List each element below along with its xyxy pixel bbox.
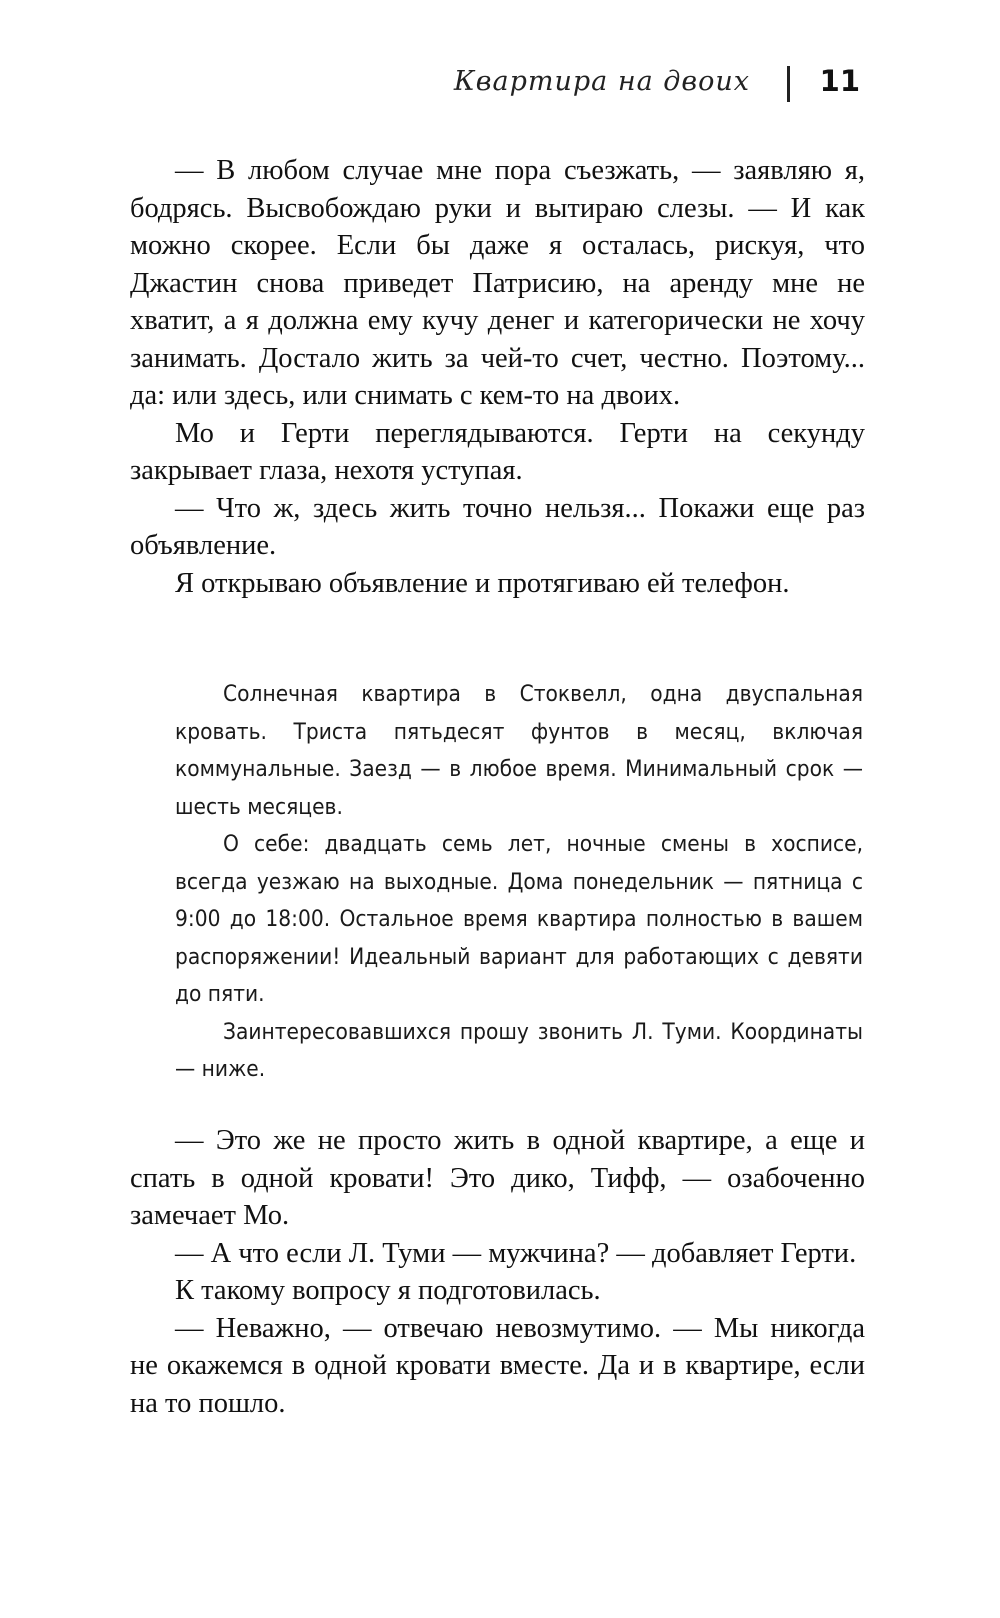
paragraph: Мо и Герти переглядываются. Герти на секунду закрывает глаза, нехотя уступая. [130, 417, 865, 486]
paragraph: — Неважно, — отвечаю невозмутимо. — Мы никогда не окажемся в одной кровати вместе. Да и в квартире, если на то пошло. [130, 1312, 865, 1419]
paragraph: — Что ж, здесь жить точно нельзя... Покажи еще раз объявление. [130, 492, 865, 561]
page-header [130, 62, 860, 110]
ad-paragraph: О себе: двадцать семь лет, ночные смены в хосписе, всегда уезжаю на выходные. Дома понедельник — пятница с 9:00 до 18:00. Остальное время квартира полностью в вашем распоряжении! Идеальный вариант для работающих с девяти до пяти. [175, 831, 863, 1007]
paragraph: — А что если Л. Туми — мужчина? — добавляет Герти. [175, 1237, 857, 1269]
running-title: Квартира на двоих [453, 66, 750, 97]
paragraph: К такому вопросу я подготовилась. [175, 1275, 601, 1306]
ad-paragraph: Заинтересовавшихся прошу звонить Л. Туми. Координаты — ниже. [175, 1018, 863, 1082]
body-text-top [130, 152, 865, 602]
page-number: 11 [819, 64, 860, 98]
paragraph: — В любом случае мне пора съезжать, — заявляю я, бодрясь. Высвобождаю руки и вытираю слезы. — И как можно скорее. Если бы даже я осталась, рискуя, что Джастин снова приведет Патрисию, на аренду мне не хватит, а я должна ему кучу денег и категорически не хочу занимать. Достало жить за чей-то счет, честно. Поэтому... да: или здесь, или снимать с кем-то на двоих. [130, 155, 865, 411]
body-text-bottom [130, 1122, 865, 1422]
ad-paragraph: Солнечная квартира в Стоквелл, одна двуспальная кровать. Триста пятьдесят фунтов в месяц, включая коммунальные. Заезд — в любое время. Минимальный срок — шесть месяцев. [175, 681, 863, 820]
header-divider [787, 66, 790, 102]
paragraph: — Это же не просто жить в одной квартире, а еще и спать в одной кровати! Это дико, Тифф, — озабоченно замечает Мо. [130, 1125, 865, 1231]
advertisement-text [175, 676, 863, 1089]
paragraph: Я открываю объявление и протягиваю ей телефон. [175, 567, 790, 599]
